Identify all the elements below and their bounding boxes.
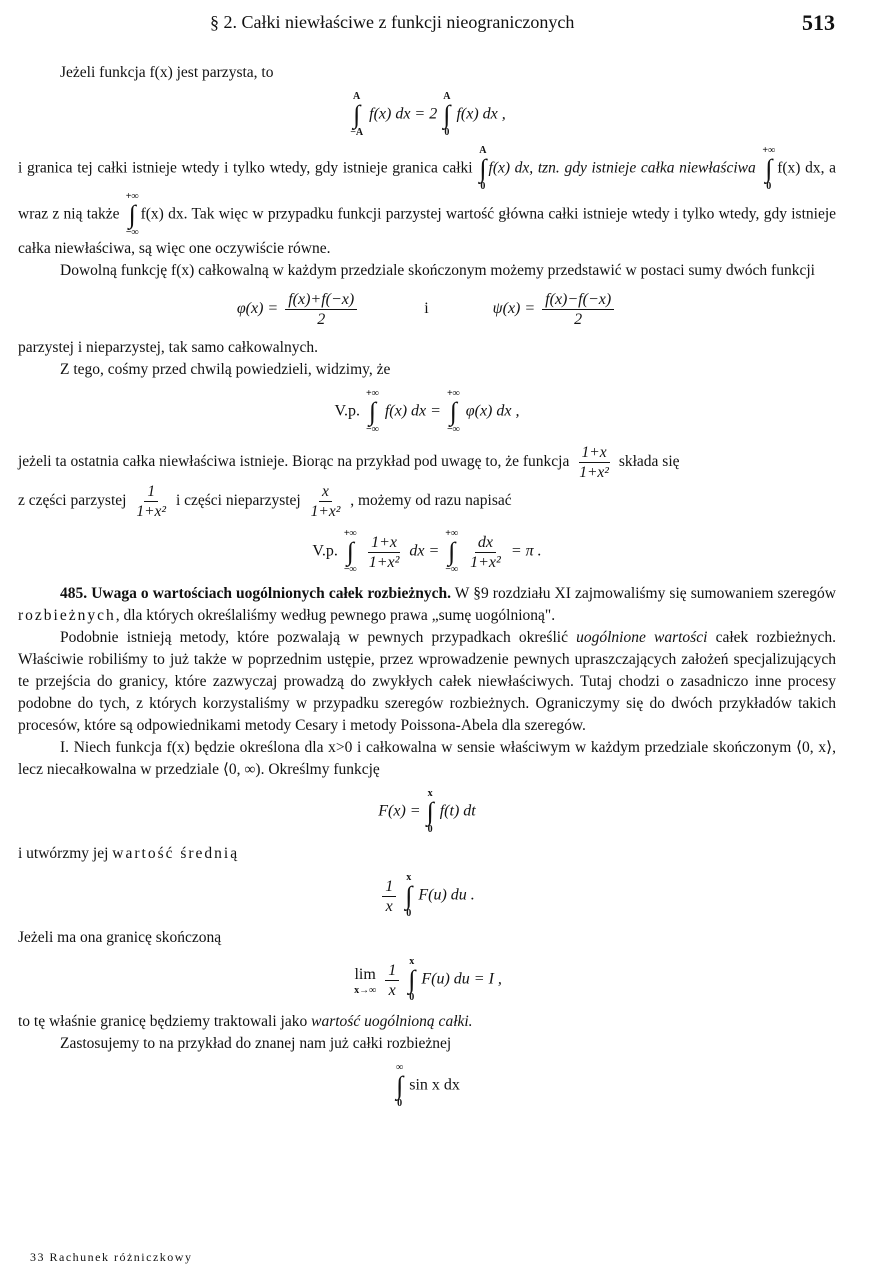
equation-phi-psi: φ(x) = $\frac{f(x)+f(-x)}{2}$ i ψ(x) = $\frac{f(x)-f(-x)}{2}$ xyxy=(18,290,836,329)
integral-sign: A ∫ 0 xyxy=(479,145,487,192)
page-header xyxy=(0,8,893,38)
paragraph-9: Podobnie istnieją metody, które pozwalają w pewnych przypadkach określić uogólnione wartości całek rozbieżnych. Właściwie robiliśmy to już także w poprzednim ustępie, przez wprowadzenie pewnych upraszczających założeń specjalizujących te przejścia do granicy, które zazwyczaj prowadzą do zwykłych całek niewłaściwych. Tutaj chodzi o zasadniczo inne procesy podobne do tych, z których korzystaliśmy w przypadku szeregów rozbieżnych. Ograniczymy się do dwóch przykładów takich procesów, które są odpowiednikami metody Cesary i metody Poissona-Abela dla szeregów. xyxy=(18,629,837,734)
integral-sign: +∞ ∫ 0 xyxy=(762,145,776,192)
paragraph-5: Z tego, cośmy przed chwilą powiedzieli, widzimy, że xyxy=(60,361,391,378)
fraction: $\frac{1}{x}$ xyxy=(382,877,396,916)
eq-lhs: f(x) dx = 2 xyxy=(369,105,438,123)
equation-limit: lim x→∞ $\frac{1}{x}$ x ∫ 0 F(u) du = I , xyxy=(354,956,502,1003)
equation-F-definition: F(x) = x ∫ 0 f(t) dt xyxy=(378,788,476,835)
fraction: $\frac{1}{\text{1+x²}}$ xyxy=(136,483,167,520)
paragraph-14: Zastosujemy to na przykład do znanej nam już całki rozbieżnej xyxy=(60,1035,452,1052)
equation-pi: V.p. +∞ ∫ −∞ $\frac{1+x}{\text{1+x²}}$ dx = +∞ ∫ −∞ $\frac{dx}{\text{1+x²}}$ = π . xyxy=(312,528,542,575)
paragraph-6: jeżeli ta ostatnia całka niewłaściwa istnieje. Biorąc na przykład pod uwagę to, że funkcja $\frac{1+x}{\text{1+x²}}$ składa się xyxy=(18,444,680,481)
integral-sign: x ∫ 0 xyxy=(405,872,413,919)
integral-sign: +∞ ∫ −∞ xyxy=(125,191,139,238)
fraction: $\frac{1+x}{\text{1+x²}}$ xyxy=(579,444,609,481)
fraction: $\frac{1}{x}$ xyxy=(385,961,399,1000)
paragraph-3: Dowolną funkcję f(x) całkowalną w każdym przedziale skończonym możemy przedstawić w postaci sumy dwóch funkcji xyxy=(60,262,815,279)
fraction: $\frac{1+x}{\text{1+x²}}$ xyxy=(368,533,400,571)
equation-principal-value: V.p. +∞ ∫ −∞ f(x) dx = +∞ ∫ −∞ φ(x) dx , xyxy=(334,388,520,435)
limit-operator: lim x→∞ xyxy=(354,966,377,996)
fraction: $\frac{x}{\text{1+x²}}$ xyxy=(310,483,341,520)
integral-sign: +∞ ∫ −∞ xyxy=(343,528,357,575)
integral-sign: +∞ ∫ −∞ xyxy=(446,388,460,435)
eq-rhs: f(x) dx , xyxy=(456,105,506,123)
equation-sin-integral: ∞ ∫ 0 sin x dx xyxy=(396,1062,460,1109)
integral-sign: x ∫ 0 xyxy=(408,956,416,1003)
integral-sign: A ∫ −A xyxy=(350,91,364,138)
paragraph-11: i utwórzmy jej wartość średnią xyxy=(18,845,240,862)
integral-sign: x ∫ 0 xyxy=(426,788,434,835)
page-body xyxy=(18,62,836,1117)
paragraph-13: to tę właśnie granicę będziemy traktowali jako wartość uogólnioną całki. xyxy=(18,1013,473,1030)
paragraph-2: i granica tej całki istnieje wtedy i tylko wtedy, gdy istnieje granica całki A ∫ 0 f(x) dx, tzn. gdy istnieje całka niewłaściwa +∞ ∫ 0 f(x) dx, a wraz z nią także +∞ ∫ −∞ f(x) dx. Tak więc w przypadku funkcji parzystej wartość główna całki istnieje wtedy i tylko wtedy, gdy istnieje całka niewłaściwa, są więc one oczywiście równe. xyxy=(18,145,837,257)
page-number: 513 xyxy=(802,10,835,35)
paragraph-1: Jeżeli funkcja f(x) jest parzysta, to xyxy=(60,64,274,81)
paragraph-10: I. Niech funkcja f(x) będzie określona dla x>0 i całkowalna w sensie właściwym w każdym przedziale skończonym ⟨0, x⟩, lecz niecałkowalna w przedziale ⟨0, ∞). Określmy funkcję xyxy=(18,739,836,778)
integral-sign: ∞ ∫ 0 xyxy=(396,1062,404,1109)
fraction: $\frac{f(x)-f(-x)}{2}$ xyxy=(542,290,614,329)
fraction: $\frac{dx}{\text{1+x²}}$ xyxy=(470,533,501,571)
integral-sign: +∞ ∫ −∞ xyxy=(445,528,459,575)
page-footer: 33 Rachunek różniczkowy xyxy=(30,1250,193,1264)
section-number: 485. xyxy=(60,585,88,602)
equation-mean-value: $\frac{1}{x}$ x ∫ 0 F(u) du . xyxy=(18,873,836,919)
paragraph-12: Jeżeli ma ona granicę skończoną xyxy=(18,929,222,946)
integral-sign: A ∫ 0 xyxy=(443,91,451,138)
integral-sign: +∞ ∫ −∞ xyxy=(366,388,379,435)
section-title: Uwaga o wartościach uogólnionych całek rozbieżnych. xyxy=(91,585,451,602)
paragraph-7: z części parzystej $\frac{1}{\text{1+x²}}$ i części nieparzystej $\frac{x}{\text{1+x²}}$ , możemy od razu napisać xyxy=(18,483,512,520)
section-485: 485. Uwaga o wartościach uogólnionych całek rozbieżnych. W §9 rozdziału XI zajmowaliśmy się sumowaniem szeregów rozbieżnych, dla których określaliśmy według pewnego prawa „sumę uogólnioną". xyxy=(18,585,836,624)
running-title: § 2. Całki niewłaściwe z funkcji nieograniczonych xyxy=(210,12,575,32)
fraction: $\frac{f(x)+f(-x)}{2}$ xyxy=(285,290,357,329)
equation-even-integral xyxy=(18,92,836,138)
paragraph-4: parzystej i nieparzystej, tak samo całkowalnych. xyxy=(18,339,318,356)
